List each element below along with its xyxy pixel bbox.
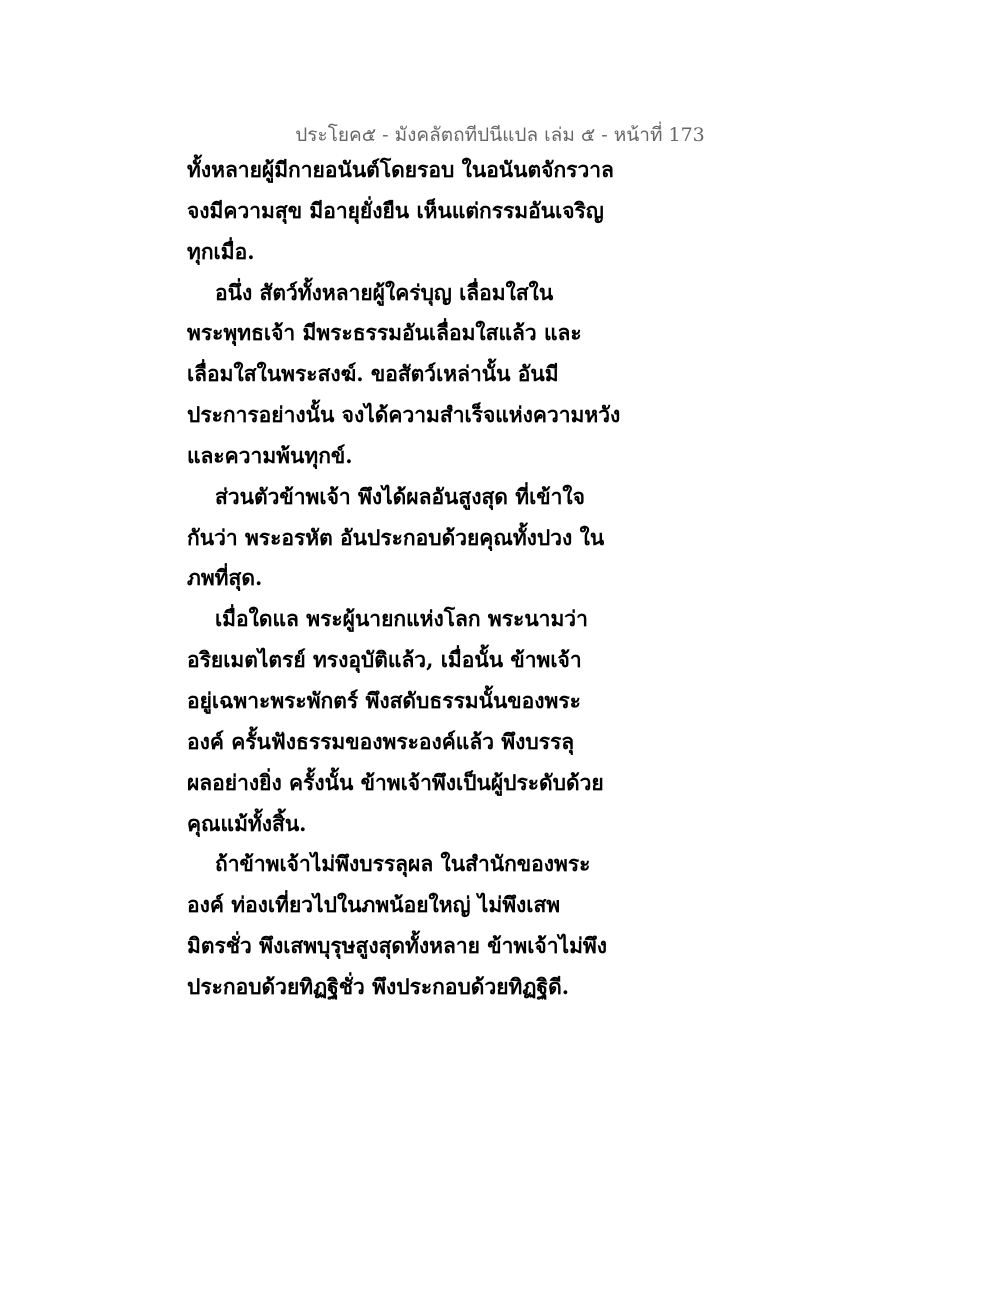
text-line: พระพุทธเจ้า มีพระธรรมอันเลื่อมใสแล้ว และ xyxy=(187,320,582,346)
text-line: ภพที่สุด. xyxy=(187,565,263,591)
text-line: จงมีความสุข มีอายุยั่งยืน เห็นแต่กรรมอันเจริญ xyxy=(187,197,604,223)
text-line: อยู่เฉพาะพระพักตร์ พึงสดับธรรมนั้นของพระ xyxy=(187,687,581,713)
text-line: และความพ้นทุกข์. xyxy=(187,442,353,468)
text-line: ประการอย่างนั้น จงได้ความสำเร็จแห่งความหวัง xyxy=(187,402,621,428)
text-line: ทุกเมื่อ. xyxy=(187,238,255,264)
paragraph-start-line: เมื่อใดแล พระผู้นายกแห่งโลก พระนามว่า xyxy=(215,606,588,632)
text-line: ผลอย่างยิ่ง ครั้งนั้น ข้าพเจ้าพึงเป็นผู้ประดับด้วย xyxy=(187,769,604,795)
text-line: ทั้งหลายผู้มีกายอนันต์โดยรอบ ในอนันตจักรวาล xyxy=(187,157,614,182)
text-line: มิตรชั่ว พึงเสพบุรุษสูงสุดทั้งหลาย ข้าพเจ้าไม่พึง xyxy=(187,933,608,959)
text-line: กันว่า พระอรหัต อันประกอบด้วยคุณทั้งปวง ใน xyxy=(187,524,605,550)
paragraph-start-line: อนึ่ง สัตว์ทั้งหลายผู้ใคร่บุญ เลื่อมใสใน xyxy=(215,279,554,305)
body-text xyxy=(187,150,621,1008)
text-line: อริยเมตไตรย์ ทรงอุบัติแล้ว, เมื่อนั้น ข้าพเจ้า xyxy=(187,647,582,673)
text-line: องค์ ท่องเที่ยวไปในภพน้อยใหญ่ ไม่พึงเสพ xyxy=(187,892,561,918)
text-line: คุณแม้ทั้งสิ้น. xyxy=(187,810,307,836)
running-header: ประโยค๕ - มังคลัตถทีปนีแปล เล่ม ๕ - หน้าที่ 173 xyxy=(295,124,705,146)
paragraph-start-line: ถ้าข้าพเจ้าไม่พึงบรรลุผล ในสำนักของพระ xyxy=(215,851,591,877)
paragraph-start-line: ส่วนตัวข้าพเจ้า พึงได้ผลอันสูงสุด ที่เข้าใจ xyxy=(215,483,585,509)
text-line: ประกอบด้วยทิฏฐิชั่ว พึงประกอบด้วยทิฏฐิดี. xyxy=(187,973,570,999)
text-line: องค์ ครั้นฟังธรรมของพระองค์แล้ว พึงบรรลุ xyxy=(187,728,575,754)
text-line: เลื่อมใสในพระสงฆ์. ขอสัตว์เหล่านั้น อันมี xyxy=(187,361,559,387)
